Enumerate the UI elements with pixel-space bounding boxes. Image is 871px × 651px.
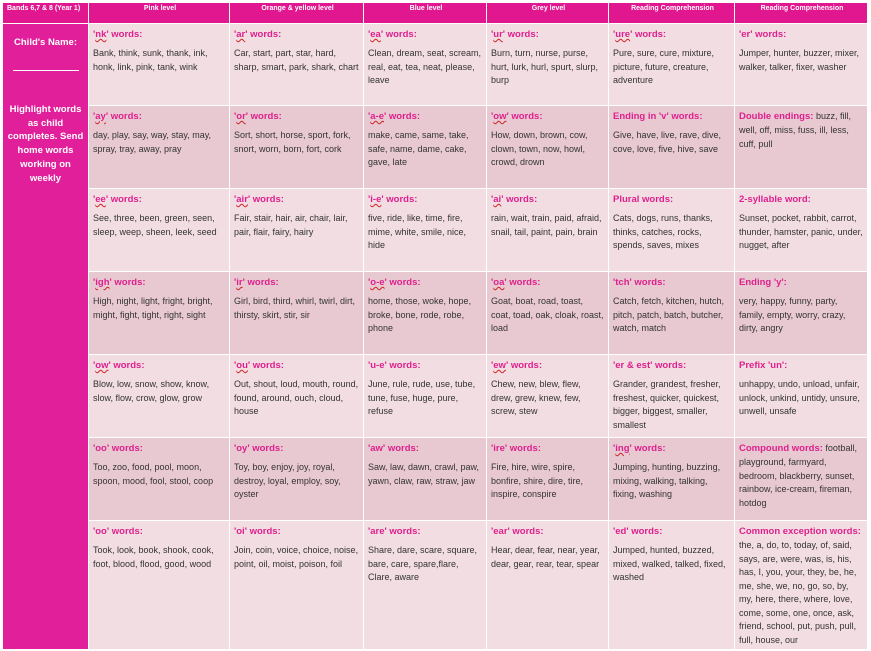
word-group-heading: 'igh' words:: [93, 277, 146, 288]
word-cell[interactable]: [609, 521, 735, 650]
word-group-heading: 'ew' words:: [491, 360, 542, 371]
word-cell[interactable]: [89, 521, 230, 650]
word-list: Sort, short, horse, sport, fork, snort, worn, born, fort, cork: [234, 130, 351, 154]
sound-key: o-e: [370, 277, 385, 288]
column-header: Reading Comprehension: [609, 3, 735, 24]
word-cell[interactable]: [609, 106, 735, 189]
word-list: Catch, fetch, kitchen, hutch, pitch, patch, batch, butcher, watch, match: [613, 296, 725, 334]
word-cell[interactable]: [89, 24, 230, 106]
word-list: Toy, boy, enjoy, joy, royal, destroy, loyal, employ, soy, oyster: [234, 462, 341, 500]
sound-key: ea: [370, 29, 381, 40]
word-list: Fair, stair, hair, air, chair, lair, pair, flair, fairy, hairy: [234, 213, 348, 237]
word-list: very, happy, funny, party, family, empty, worry, crazy, dirty, angry: [739, 296, 846, 334]
word-group-heading: 'ir' words:: [234, 277, 279, 288]
word-list: Too, zoo, food, pool, moon, spoon, mood, fool, stool, coop: [93, 462, 214, 486]
word-cell[interactable]: [364, 272, 487, 355]
word-cell[interactable]: [89, 438, 230, 521]
word-list: make, came, same, take, safe, name, dame, cake, gave, late: [368, 130, 469, 168]
word-cell[interactable]: [364, 438, 487, 521]
column-header: Orange & yellow level: [230, 3, 364, 24]
word-group-heading: 'ur' words:: [491, 29, 539, 40]
word-list: rain, wait, train, paid, afraid, snail, tail, paint, pain, brain: [491, 213, 602, 237]
word-row: [3, 106, 868, 189]
word-list: Blow, low, snow, show, know, slow, flow, crow, glow, grow: [93, 379, 210, 403]
sound-key: or: [236, 111, 246, 122]
word-group-heading: 'i-e' words:: [368, 194, 418, 205]
word-cell[interactable]: [364, 355, 487, 438]
sound-key: nk: [95, 29, 107, 40]
word-row: [3, 521, 868, 650]
word-cell[interactable]: [735, 24, 868, 106]
word-cell[interactable]: [89, 272, 230, 355]
word-group-heading: 'ire' words:: [491, 443, 541, 454]
sound-key: ow: [493, 111, 507, 122]
word-list: Hear, dear, fear, near, year, dear, gear, rear, tear, spear: [491, 545, 600, 569]
word-list: June, rule, rude, use, tube, tune, fuse, huge, pure, refuse: [368, 379, 476, 417]
word-group-heading: 2-syllable word:: [739, 194, 811, 205]
word-cell[interactable]: [487, 24, 609, 106]
word-cell[interactable]: [735, 521, 868, 650]
word-row: [3, 438, 868, 521]
word-group-heading: 'oy' words:: [234, 443, 284, 454]
word-group-heading: 'tch' words:: [613, 277, 666, 288]
word-cell[interactable]: [230, 521, 364, 650]
child-name-label: Child's Name:: [14, 37, 77, 48]
word-list: Grander, grandest, fresher, freshest, quicker, quickest, bigger, biggest, smaller, smallest: [613, 379, 721, 430]
sound-key: ay: [95, 111, 106, 122]
sound-key: ee: [95, 194, 106, 205]
word-list: five, ride, like, time, fire, mime, white, smile, nice, hide: [368, 213, 467, 251]
word-cell[interactable]: [230, 355, 364, 438]
word-cell[interactable]: [609, 438, 735, 521]
word-cell[interactable]: [735, 272, 868, 355]
word-list: Out, shout, loud, mouth, round, found, around, ouch, cloud, house: [234, 379, 359, 417]
column-header: Reading Comprehension: [735, 3, 868, 24]
word-cell[interactable]: [230, 438, 364, 521]
word-table: [3, 3, 868, 650]
word-list: Cats, dogs, runs, thanks, thinks, catches, rocks, spends, saves, mixes: [613, 213, 713, 251]
word-list: Saw, law, dawn, crawl, paw, yawn, claw, raw, straw, jaw: [368, 462, 480, 486]
sound-key: igh: [95, 277, 110, 288]
word-group-heading: 'ea' words:: [368, 29, 417, 40]
word-group-heading: 'ow' words:: [93, 360, 145, 371]
word-list: the, a, do, to, today, of, said, says, are, were, was, is, his, has, I, you, your, they, be, he, me, she, we, no, go, so, by, my, here, there, where, love, come, some, one, once, ask, friend, school, put, push, pull, full, house, our: [739, 540, 857, 645]
bands-header: Bands 6,7 & 8 (Year 1): [3, 3, 89, 24]
word-row: [3, 272, 868, 355]
word-group-heading: 'ing' words:: [613, 443, 666, 454]
word-group-heading: 'oi' words:: [234, 526, 281, 537]
word-group-heading: 'ure' words:: [613, 29, 667, 40]
word-group-heading: 'are' words:: [368, 526, 421, 537]
phonics-word-grid: [3, 3, 868, 648]
child-name-input-line[interactable]: [13, 70, 79, 71]
word-list: Girl, bird, third, whirl, twirl, dirt, thirsty, skirt, stir, sir: [234, 296, 356, 320]
word-group-heading: 'ou' words:: [234, 360, 284, 371]
word-list: Bank, think, sunk, thank, ink, honk, link, pink, tank, wink: [93, 48, 208, 72]
sound-key: i-e: [370, 194, 382, 205]
header-row: [3, 3, 868, 24]
word-list: Pure, sure, cure, mixture, picture, future, creature, adventure: [613, 48, 715, 86]
word-row: [3, 189, 868, 272]
sound-key: ar: [236, 29, 246, 40]
word-group-heading: 'aw' words:: [368, 443, 419, 454]
sound-key: ur: [493, 29, 503, 40]
word-cell[interactable]: [487, 272, 609, 355]
word-group-heading: 'ow' words:: [491, 111, 543, 122]
word-group-heading: Double endings:: [739, 111, 814, 122]
word-list: football, playground, farmyard, bedroom, blackberry, sunset, rainbow, ice-cream, fireman, hotdog: [739, 443, 857, 508]
word-group-heading: Prefix 'un':: [739, 360, 788, 371]
word-cell[interactable]: [487, 189, 609, 272]
word-list: Clean, dream, seat, scream, real, eat, tea, neat, please, leave: [368, 48, 482, 86]
word-list: How, down, brown, cow, clown, town, now, howl, crowd, drown: [491, 130, 588, 168]
word-list: See, three, been, green, seen, sleep, weep, sheen, leek, seed: [93, 213, 217, 237]
word-list: Jumped, hunted, buzzed, mixed, walked, talked, fixed, washed: [613, 545, 726, 583]
word-list: Burn, turn, nurse, purse, hurt, lurk, hurl, spurt, slurp, burp: [491, 48, 599, 86]
instructions-text: Highlight words as child completes. Send home words working on weekly: [7, 103, 84, 184]
word-cell[interactable]: [487, 438, 609, 521]
word-group-heading: 'o-e' words:: [368, 277, 421, 288]
word-group-heading: 'oa' words:: [491, 277, 541, 288]
column-header: Grey level: [487, 3, 609, 24]
sound-key: ow: [95, 360, 109, 371]
word-group-heading: 'a-e' words:: [368, 111, 421, 122]
word-cell[interactable]: [364, 521, 487, 650]
word-list: Jumper, hunter, buzzer, mixer, walker, talker, fixer, washer: [739, 48, 860, 72]
word-cell[interactable]: [609, 272, 735, 355]
word-list: day, play, say, way, stay, may, spray, tray, away, pray: [93, 130, 212, 154]
word-row: [3, 355, 868, 438]
sound-key: ai: [493, 194, 502, 205]
word-list: Share, dare, scare, square, bare, care, spare,flare, Clare, aware: [368, 545, 478, 583]
word-row: [3, 24, 868, 106]
word-list: Car, start, part, star, hard, sharp, smart, park, shark, chart: [234, 48, 359, 72]
word-cell[interactable]: [735, 438, 868, 521]
word-group-heading: 'er & est' words:: [613, 360, 687, 371]
column-header: Blue level: [364, 3, 487, 24]
child-info-panel: [3, 24, 89, 650]
sound-key: ing: [615, 443, 630, 454]
sound-key: ou: [236, 360, 248, 371]
sound-key: ure: [615, 29, 631, 40]
word-list: buzz, fill, well, off, miss, fuss, ill, less, cuff, pull: [739, 111, 851, 149]
word-group-heading: 'er' words:: [739, 29, 787, 40]
word-list: High, night, light, fright, bright, might, fight, tight, right, sight: [93, 296, 213, 320]
word-cell[interactable]: [364, 24, 487, 106]
word-group-heading: 'ee' words:: [93, 194, 142, 205]
word-list: Sunset, pocket, rabbit, carrot, thunder, hamster, panic, under, nugget, after: [739, 213, 863, 251]
word-cell[interactable]: [230, 106, 364, 189]
word-cell[interactable]: [89, 106, 230, 189]
sound-key: ew: [493, 360, 506, 371]
word-list: Took, look, book, shook, cook, foot, blood, flood, good, wood: [93, 545, 214, 569]
sound-key: oa: [493, 277, 505, 288]
word-list: Give, have, live, rave, dive, cove, love, five, hive, save: [613, 130, 722, 154]
word-group-heading: 'u-e' words:: [368, 360, 421, 371]
sound-key: a-e: [370, 111, 384, 122]
word-group-heading: Compound words:: [739, 443, 823, 454]
sound-key: ir: [236, 277, 243, 288]
word-cell[interactable]: [609, 189, 735, 272]
word-list: Join, coin, voice, choice, noise, point, oil, moist, poison, foil: [234, 545, 359, 569]
word-cell[interactable]: [609, 355, 735, 438]
word-group-heading: 'oo' words:: [93, 443, 143, 454]
word-group-heading: 'ed' words:: [613, 526, 663, 537]
word-cell[interactable]: [735, 106, 868, 189]
word-group-heading: 'ear' words:: [491, 526, 544, 537]
word-group-heading: Plural words:: [613, 194, 674, 205]
word-group-heading: 'or' words:: [234, 111, 282, 122]
word-group-heading: 'oo' words:: [93, 526, 143, 537]
word-group-heading: Ending in 'v' words:: [613, 111, 703, 122]
word-group-heading: Common exception words:: [739, 526, 861, 537]
sound-key: air: [236, 194, 248, 205]
word-group-heading: 'air' words:: [234, 194, 284, 205]
word-cell[interactable]: [230, 272, 364, 355]
word-cell[interactable]: [487, 521, 609, 650]
word-group-heading: 'ai' words:: [491, 194, 538, 205]
word-list: Goat, boat, road, toast, coat, toad, oak, cloak, roast, load: [491, 296, 604, 334]
word-group-heading: 'ar' words:: [234, 29, 282, 40]
word-cell[interactable]: [735, 189, 868, 272]
word-cell[interactable]: [364, 106, 487, 189]
word-cell[interactable]: [89, 189, 230, 272]
word-group-heading: Ending 'y':: [739, 277, 787, 288]
word-cell[interactable]: [364, 189, 487, 272]
word-cell[interactable]: [487, 106, 609, 189]
word-list: home, those, woke, hope, broke, bone, rode, robe, phone: [368, 296, 472, 334]
word-cell[interactable]: [89, 355, 230, 438]
word-cell[interactable]: [609, 24, 735, 106]
word-list: Chew, new, blew, flew, drew, grew, knew, few, screw, stew: [491, 379, 581, 417]
column-header: Pink level: [89, 3, 230, 24]
word-cell[interactable]: [487, 355, 609, 438]
word-group-heading: 'ay' words:: [93, 111, 142, 122]
word-cell[interactable]: [230, 24, 364, 106]
word-cell[interactable]: [735, 355, 868, 438]
word-group-heading: 'nk' words:: [93, 29, 143, 40]
word-list: Fire, hire, wire, spire, bonfire, shire, dire, tire, inspire, conspire: [491, 462, 584, 500]
word-cell[interactable]: [230, 189, 364, 272]
word-list: Jumping, hunting, buzzing, mixing, walking, talking, fixing, washing: [613, 462, 721, 500]
word-list: unhappy, undo, unload, unfair, unlock, unkind, untidy, unsure, unwell, unsafe: [739, 379, 860, 417]
